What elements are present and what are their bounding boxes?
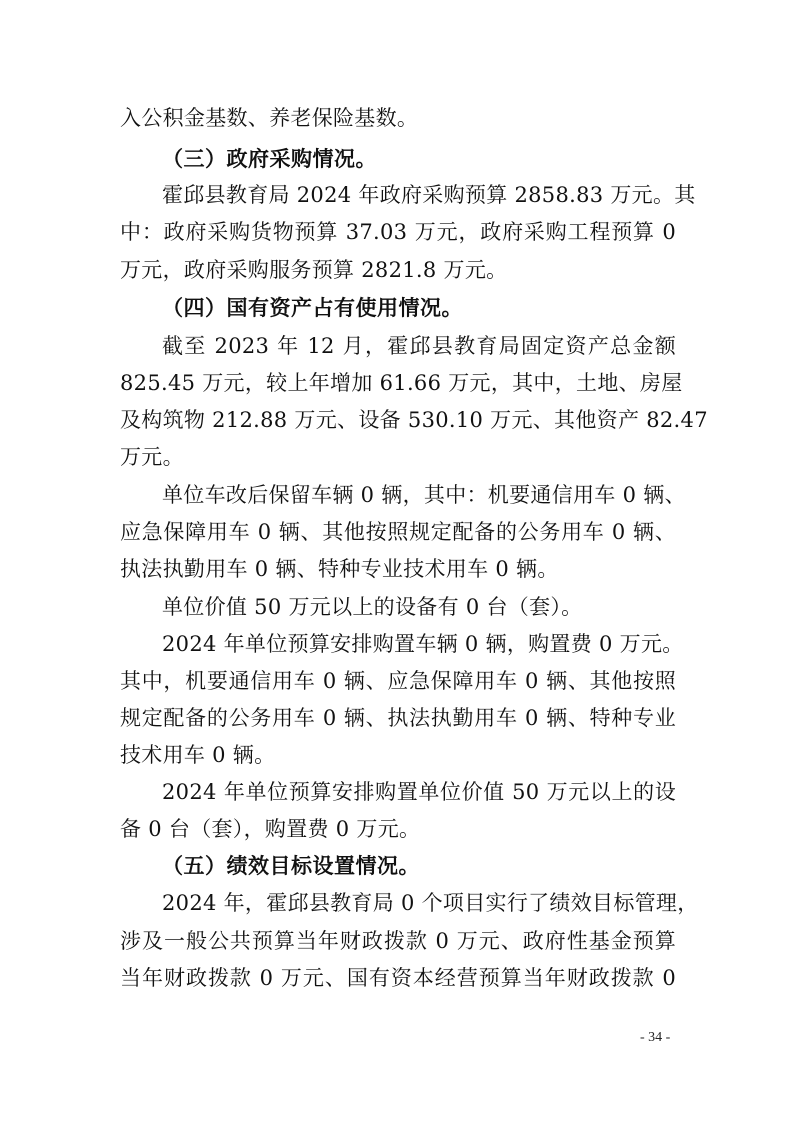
section-5-line: 涉及一般公共预算当年财政拨款 0 万元、政府性基金预算: [120, 929, 676, 953]
section-5-heading: （五）绩效目标设置情况。: [162, 854, 420, 878]
section-5-line: 当年财政拨款 0 万元、国有资本经营预算当年财政拨款 0: [120, 966, 676, 990]
section-3-line: 万元，政府采购服务预算 2821.8 万元。: [120, 258, 508, 282]
section-4-paragraph-line: 执法执勤用车 0 辆、特种专业技术用车 0 辆。: [120, 557, 559, 581]
section-4-paragraph-line: 及构筑物 212.88 万元、设备 530.10 万元、其他资产 82.47: [120, 408, 708, 432]
section-4-heading: （四）国有资产占有使用情况。: [162, 296, 463, 320]
section-4-paragraph-line: 其中，机要通信用车 0 辆、应急保障用车 0 辆、其他按照: [120, 669, 676, 693]
page-number: - 34 -: [640, 1030, 671, 1045]
section-4-paragraph-line: 2024 年单位预算安排购置单位价值 50 万元以上的设: [162, 780, 676, 804]
section-3-line: 霍邱县教育局 2024 年政府采购预算 2858.83 万元。其: [162, 183, 696, 207]
section-4-paragraph-line: 备 0 台（套），购置费 0 万元。: [120, 817, 421, 841]
section-5-line: 2024 年，霍邱县教育局 0 个项目实行了绩效目标管理，: [162, 891, 699, 915]
section-4-paragraph-line: 万元。: [120, 445, 184, 469]
section-4-paragraph-line: 单位价值 50 万元以上的设备有 0 台（套）。: [162, 595, 583, 619]
section-4-paragraph-line: 应急保障用车 0 辆、其他按照规定配备的公务用车 0 辆、: [120, 520, 676, 544]
section-3-heading: （三）政府采购情况。: [162, 147, 377, 171]
section-4-paragraph-line: 825.45 万元，较上年增加 61.66 万元，其中，土地、房屋: [120, 371, 683, 395]
section-4-paragraph-line: 截至 2023 年 12 月，霍邱县教育局固定资产总金额: [162, 334, 676, 358]
section-4-paragraph-line: 2024 年单位预算安排购置车辆 0 辆，购置费 0 万元。: [162, 632, 684, 656]
section-3-line: 中：政府采购货物预算 37.03 万元，政府采购工程预算 0: [120, 220, 676, 244]
section-4-paragraph-line: 规定配备的公务用车 0 辆、执法执勤用车 0 辆、特种专业: [120, 706, 676, 730]
paragraph-carry-line: 入公积金基数、养老保险基数。: [120, 106, 419, 130]
section-4-paragraph-line: 单位车改后保留车辆 0 辆，其中：机要通信用车 0 辆、: [162, 483, 686, 507]
section-4-paragraph-line: 技术用车 0 辆。: [120, 743, 276, 767]
